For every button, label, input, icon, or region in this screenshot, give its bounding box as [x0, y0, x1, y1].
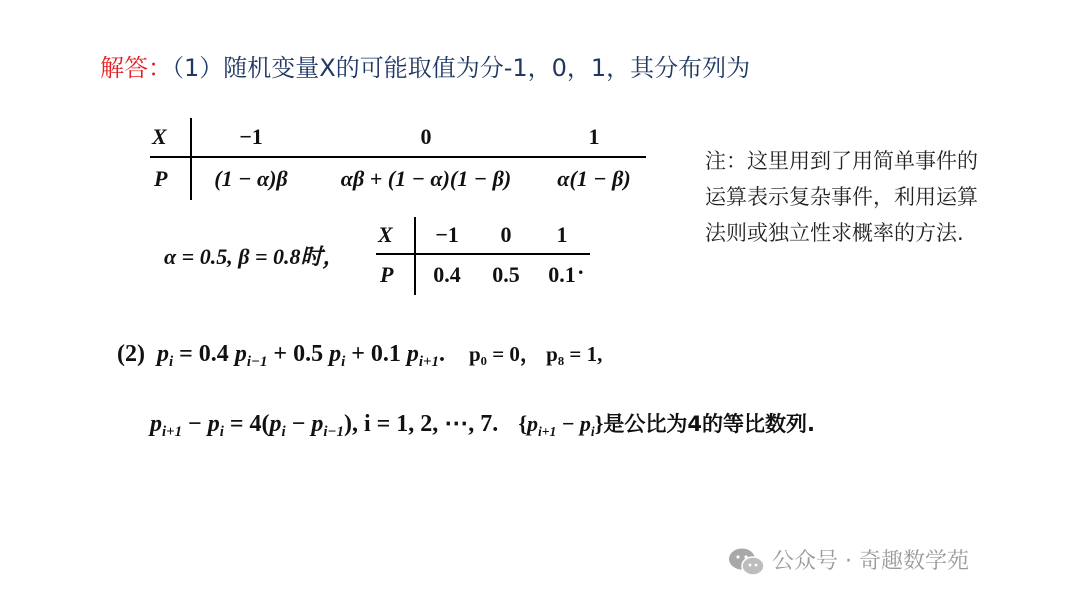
watermark: [728, 544, 969, 577]
part2-equation-line1: (2) $p_i = 0.4$ $p_{i-1} + 0.5$ $p_i + 0.1$ $p_{i+1}$. p₀ = 0， p₈ = 1,: [117, 341, 603, 371]
part2-equation-line2: $p_{i+1} - p_i = 4(p_i - p_{i-1})$, i = 1, 2, ⋯, 7. $\{p_{i+1} - p_i\}$是公比为4的等比数列.: [150, 411, 815, 441]
condition-period: .: [578, 254, 584, 279]
table-row-p: [150, 157, 646, 200]
coef-0-4: = 0.4: [179, 341, 229, 367]
boundary-conditions: p₀ = 0， p₈ = 1,: [468, 342, 603, 366]
table-row-x: [150, 118, 646, 157]
solution-heading: [100, 52, 750, 84]
method-note: 注：这里用到了用简单事件的运算表示复杂事件，利用运算法则或独立性求概率的方法.: [705, 149, 978, 245]
row-label-x: X: [376, 217, 415, 254]
p-value: 0.5: [492, 262, 520, 287]
x-value: 0: [310, 118, 542, 157]
difference-sequence: $\{p_{i+1} - p_i\}$: [518, 411, 604, 439]
solution-label: 解答：: [100, 54, 172, 82]
coef-0-5: + 0.5: [273, 341, 324, 367]
watermark-text: 公众号 · 奇趣数学苑: [772, 549, 969, 574]
x-value: 1: [534, 217, 590, 254]
coef-0-1: + 0.1: [351, 341, 401, 367]
part1-statement: （1）随机变量X的可能取值为分-1，0，1，其分布列为: [172, 54, 751, 82]
x-value: −1: [415, 217, 478, 254]
ratio-four: = 4(: [229, 411, 270, 437]
wechat-icon: [728, 547, 766, 577]
parameter-condition: [164, 240, 345, 271]
row-label-x: X: [150, 118, 191, 157]
p-value: αβ + (1 − α)(1 − β): [340, 166, 512, 191]
index-range: ), i = 1, 2, ⋯, 7.: [343, 411, 499, 437]
table-row-x: [376, 217, 590, 254]
distribution-table-numeric: [376, 217, 590, 295]
table-row-p: [376, 254, 590, 295]
x-value: −1: [191, 118, 310, 157]
geometric-conclusion: 是公比为4的等比数列.: [603, 412, 815, 436]
p-value: (1 − α)β: [214, 166, 288, 191]
x-value: 0: [478, 217, 534, 254]
row-label-p: P: [150, 157, 191, 200]
p-value: 0.4: [433, 262, 461, 287]
distribution-table-general: [150, 118, 646, 200]
p-value: 0.1: [548, 262, 576, 287]
row-label-p: P: [376, 254, 415, 295]
condition-text: α = 0.5, β = 0.8时，: [164, 244, 345, 269]
period: .: [438, 341, 445, 367]
p-value: α(1 − β): [557, 166, 631, 191]
part2-label: (2): [117, 341, 145, 367]
x-value: 1: [542, 118, 646, 157]
